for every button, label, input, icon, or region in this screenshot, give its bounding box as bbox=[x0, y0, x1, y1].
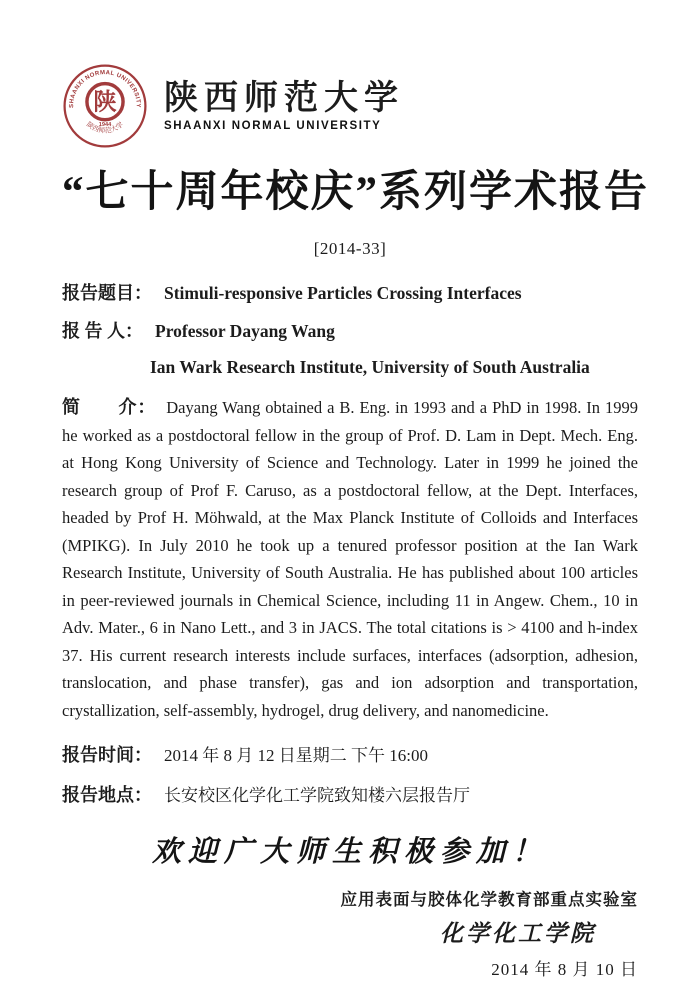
issue-number: [2014-33] bbox=[313, 239, 387, 258]
speaker-label: 报 告 人： bbox=[62, 321, 143, 341]
time-row bbox=[62, 741, 638, 767]
biography-text: Dayang Wang obtained a B. Eng. in 1993 and a PhD in 1998. In 1999 he worked as a postdoctoral fellow in the group of Prof. D. Lam in Dept. Mech. Eng. at Hong Kong University of Science and Technology. Later in 1999 he joined the research group of Prof F. Caruso, as a postdoctoral fellow, at the Dept. Interfaces, headed by Prof H. Möhwald, at the Max Planck Institute of Colloids and Interfaces (MPIKG). In July 2010 he took up a tenured professor position at the Ian Wark Research Institute, University of South Australia. He has published about 100 articles in peer-reviewed journals in Chemical Science, including 11 in Angew. Chem., 10 in Adv. Mater., 6 in Nano Lett., and 3 in JACS. The total citations is > 4100 and h-index 37. His current research interests include surfaces, interfaces (adsorption, adhesion, translocation, and phase transfer), gas and ion adsorption and transportation, crystallization, self-assembly, hydrogel, drug delivery, and nanomedicine. bbox=[62, 398, 639, 720]
speaker-affiliation: Ian Wark Research Institute, University of South Australia bbox=[150, 357, 590, 377]
speaker-row bbox=[62, 317, 638, 343]
time-label: 报告时间： bbox=[62, 744, 152, 765]
seal-center-character: 陕 bbox=[93, 88, 117, 116]
speaker-value: Professor Dayang Wang bbox=[155, 321, 335, 341]
venue-row bbox=[62, 781, 638, 807]
university-header bbox=[62, 62, 638, 150]
footer-signature-block bbox=[62, 886, 638, 980]
footer-school-signature: 化学化工学院 bbox=[440, 920, 596, 946]
university-seal-icon bbox=[62, 63, 148, 149]
schedule-block bbox=[62, 741, 638, 807]
university-name-chinese: 陕西师范大学 bbox=[164, 77, 404, 118]
topic-row bbox=[62, 279, 638, 305]
topic-value: Stimuli-responsive Particles Crossing Interfaces bbox=[164, 283, 522, 303]
university-name-block bbox=[164, 77, 404, 133]
lecture-info bbox=[62, 279, 638, 378]
venue-value: 长安校区化学化工学院致知楼六层报告厅 bbox=[164, 785, 470, 805]
seal-ring-text: SHAANXI NORMAL UNIVERSITY bbox=[69, 70, 141, 108]
university-name-english: SHAANXI NORMAL UNIVERSITY bbox=[164, 120, 382, 133]
seal-bottom-text: 陕西师范大学 bbox=[84, 120, 126, 135]
page-title: “七十周年校庆”系列学术报告 bbox=[62, 169, 649, 216]
time-value: 2014 年 8 月 12 日星期二 下午 16:00 bbox=[164, 745, 428, 765]
topic-label: 报告题目： bbox=[62, 283, 152, 303]
footer-date: 2014 年 8 月 10 日 bbox=[491, 959, 638, 979]
speaker-biography bbox=[62, 394, 638, 724]
biography-label: 简 介： bbox=[62, 397, 157, 417]
seal-year: 1944 bbox=[98, 121, 112, 128]
footer-laboratory: 应用表面与胶体化学教育部重点实验室 bbox=[340, 889, 638, 909]
welcome-message: 欢迎广大师生积极参加！ bbox=[151, 835, 548, 868]
venue-label: 报告地点： bbox=[62, 784, 152, 805]
